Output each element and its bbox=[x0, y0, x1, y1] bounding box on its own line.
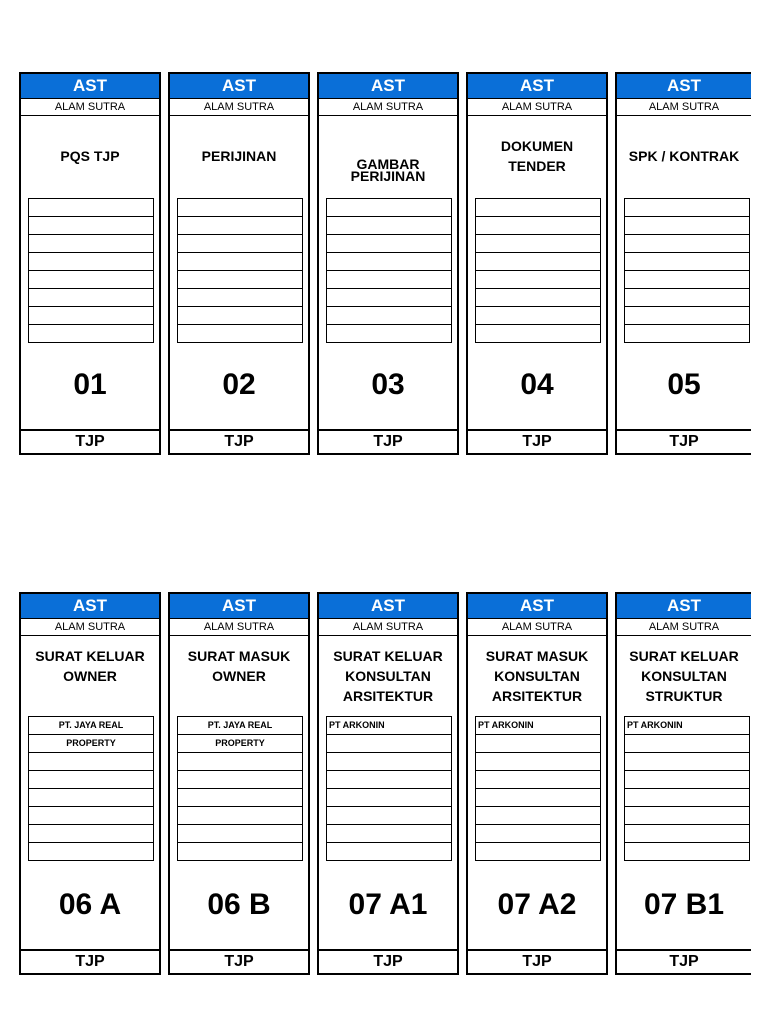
index-row bbox=[178, 825, 302, 843]
index-row bbox=[625, 307, 749, 325]
index-row bbox=[178, 843, 302, 860]
binder-number: 04 bbox=[520, 368, 554, 401]
index-row bbox=[327, 843, 451, 860]
binder-number: 07 A1 bbox=[348, 888, 428, 921]
location-label: ALAM SUTRA bbox=[617, 619, 751, 636]
footer-code: TJP bbox=[617, 949, 751, 973]
document-title-text: SURAT KELUAR KONSULTAN ARSITEKTUR bbox=[333, 648, 443, 704]
index-table bbox=[28, 716, 154, 861]
index-row bbox=[29, 753, 153, 771]
index-row bbox=[29, 771, 153, 789]
document-title-text: SURAT MASUK OWNER bbox=[187, 648, 291, 684]
index-row bbox=[29, 843, 153, 860]
document-title-text: SURAT KELUAR KONSULTAN STRUKTUR bbox=[629, 648, 739, 704]
index-row bbox=[29, 789, 153, 807]
index-row bbox=[625, 199, 749, 217]
binder-label-07-a1 bbox=[317, 592, 459, 975]
index-row bbox=[29, 807, 153, 825]
index-table bbox=[624, 198, 750, 343]
index-row bbox=[625, 325, 749, 342]
index-row bbox=[476, 753, 600, 771]
index-row bbox=[327, 199, 451, 217]
brand-header: AST bbox=[617, 74, 751, 99]
footer-code: TJP bbox=[468, 949, 606, 973]
index-row bbox=[327, 217, 451, 235]
index-row bbox=[327, 235, 451, 253]
index-row bbox=[476, 271, 600, 289]
index-table bbox=[177, 198, 303, 343]
document-title-text: PQS TJP bbox=[60, 148, 120, 164]
index-row bbox=[476, 217, 600, 235]
index-row bbox=[178, 289, 302, 307]
index-row: PT. JAYA REAL bbox=[29, 717, 153, 735]
location-label: ALAM SUTRA bbox=[21, 99, 159, 116]
index-row bbox=[476, 843, 600, 860]
index-row bbox=[178, 789, 302, 807]
binder-label-02 bbox=[168, 72, 310, 455]
index-row bbox=[29, 217, 153, 235]
binder-label-06-b bbox=[168, 592, 310, 975]
binder-label-07-b1 bbox=[615, 592, 751, 975]
index-table bbox=[326, 716, 452, 861]
index-row bbox=[625, 843, 749, 860]
location-label: ALAM SUTRA bbox=[468, 619, 606, 636]
document-title bbox=[617, 636, 751, 716]
brand-header: AST bbox=[170, 594, 308, 619]
index-row bbox=[29, 199, 153, 217]
index-row bbox=[476, 771, 600, 789]
index-row bbox=[476, 253, 600, 271]
index-row: PROPERTY bbox=[29, 735, 153, 753]
brand-header: AST bbox=[21, 594, 159, 619]
index-row: PROPERTY bbox=[178, 735, 302, 753]
index-row bbox=[178, 271, 302, 289]
index-row bbox=[476, 825, 600, 843]
index-row bbox=[476, 735, 600, 753]
index-row bbox=[29, 825, 153, 843]
binder-label-03 bbox=[317, 72, 459, 455]
binder-number: 03 bbox=[371, 368, 405, 401]
index-row bbox=[327, 307, 451, 325]
index-table bbox=[475, 716, 601, 861]
binder-number: 05 bbox=[667, 368, 701, 401]
binder-label-05 bbox=[615, 72, 751, 455]
index-row bbox=[476, 325, 600, 342]
document-title-text: SURAT KELUAR OWNER bbox=[35, 648, 145, 684]
index-row bbox=[327, 325, 451, 342]
index-row bbox=[178, 253, 302, 271]
index-row bbox=[178, 199, 302, 217]
index-row bbox=[29, 253, 153, 271]
index-row bbox=[178, 325, 302, 342]
footer-code: TJP bbox=[21, 429, 159, 453]
binder-number: 02 bbox=[222, 368, 256, 401]
index-row bbox=[327, 271, 451, 289]
document-title bbox=[319, 636, 457, 716]
index-table bbox=[624, 716, 750, 861]
index-row bbox=[178, 235, 302, 253]
index-row bbox=[625, 825, 749, 843]
index-row bbox=[327, 789, 451, 807]
binder-number: 07 A2 bbox=[497, 888, 577, 921]
index-row: PT. JAYA REAL bbox=[178, 717, 302, 735]
binder-number: 01 bbox=[73, 368, 107, 401]
location-label: ALAM SUTRA bbox=[319, 99, 457, 116]
location-label: ALAM SUTRA bbox=[319, 619, 457, 636]
index-row bbox=[327, 753, 451, 771]
index-row bbox=[625, 771, 749, 789]
index-row: PT ARKONIN bbox=[327, 717, 451, 735]
index-row bbox=[29, 307, 153, 325]
binder-label-04 bbox=[466, 72, 608, 455]
binder-number: 07 B1 bbox=[643, 888, 725, 921]
index-row bbox=[178, 307, 302, 325]
index-table bbox=[28, 198, 154, 343]
brand-header: AST bbox=[617, 594, 751, 619]
index-row bbox=[178, 217, 302, 235]
index-row bbox=[476, 235, 600, 253]
brand-header: AST bbox=[319, 74, 457, 99]
index-row bbox=[625, 271, 749, 289]
footer-code: TJP bbox=[170, 429, 308, 453]
index-row bbox=[625, 289, 749, 307]
location-label: ALAM SUTRA bbox=[170, 99, 308, 116]
index-row: PT ARKONIN bbox=[476, 717, 600, 735]
index-row bbox=[327, 807, 451, 825]
index-row bbox=[178, 771, 302, 789]
location-label: ALAM SUTRA bbox=[170, 619, 308, 636]
index-row bbox=[625, 735, 749, 753]
location-label: ALAM SUTRA bbox=[468, 99, 606, 116]
index-table bbox=[177, 716, 303, 861]
index-row bbox=[476, 289, 600, 307]
document-title-text: SURAT MASUK KONSULTAN ARSITEKTUR bbox=[485, 648, 589, 704]
index-row bbox=[178, 807, 302, 825]
brand-header: AST bbox=[319, 594, 457, 619]
index-row bbox=[476, 307, 600, 325]
label-row-1 bbox=[0, 72, 768, 456]
index-row bbox=[625, 235, 749, 253]
index-row bbox=[29, 235, 153, 253]
document-title bbox=[21, 116, 159, 196]
footer-code: TJP bbox=[170, 949, 308, 973]
index-row bbox=[476, 199, 600, 217]
binder-label-07-a2 bbox=[466, 592, 608, 975]
index-table bbox=[326, 198, 452, 343]
document-title-text: DOKUMEN TENDER bbox=[500, 138, 574, 174]
index-table bbox=[475, 198, 601, 343]
footer-code: TJP bbox=[468, 429, 606, 453]
index-row bbox=[625, 217, 749, 235]
brand-header: AST bbox=[21, 74, 159, 99]
binder-label-01 bbox=[19, 72, 161, 455]
footer-code: TJP bbox=[319, 949, 457, 973]
brand-header: AST bbox=[170, 74, 308, 99]
index-row bbox=[29, 271, 153, 289]
document-title bbox=[170, 636, 308, 716]
binder-label-06-a bbox=[19, 592, 161, 975]
index-row bbox=[625, 253, 749, 271]
index-row bbox=[327, 289, 451, 307]
document-title-text: PERIJINAN bbox=[201, 148, 277, 164]
brand-header: AST bbox=[468, 74, 606, 99]
document-title bbox=[468, 116, 606, 196]
index-row bbox=[327, 253, 451, 271]
location-label: ALAM SUTRA bbox=[21, 619, 159, 636]
index-row bbox=[327, 735, 451, 753]
index-row bbox=[625, 753, 749, 771]
footer-code: TJP bbox=[21, 949, 159, 973]
index-row bbox=[625, 789, 749, 807]
index-row bbox=[476, 807, 600, 825]
index-row bbox=[476, 789, 600, 807]
index-row bbox=[178, 753, 302, 771]
footer-code: TJP bbox=[617, 429, 751, 453]
document-title bbox=[468, 636, 606, 716]
binder-number: 06 A bbox=[58, 888, 122, 921]
brand-header: AST bbox=[468, 594, 606, 619]
index-row bbox=[625, 807, 749, 825]
index-row bbox=[29, 325, 153, 342]
index-row bbox=[327, 771, 451, 789]
document-title-text: GAMBAR PERIJINAN bbox=[350, 158, 426, 182]
document-title-text: SPK / KONTRAK bbox=[628, 148, 740, 164]
label-row-2 bbox=[0, 592, 768, 976]
index-row: PT ARKONIN bbox=[625, 717, 749, 735]
document-title bbox=[617, 116, 751, 196]
index-row bbox=[327, 825, 451, 843]
index-row bbox=[29, 289, 153, 307]
footer-code: TJP bbox=[319, 429, 457, 453]
location-label: ALAM SUTRA bbox=[617, 99, 751, 116]
document-title bbox=[319, 116, 457, 196]
binder-number: 06 B bbox=[207, 888, 271, 921]
document-title bbox=[170, 116, 308, 196]
document-title bbox=[21, 636, 159, 716]
